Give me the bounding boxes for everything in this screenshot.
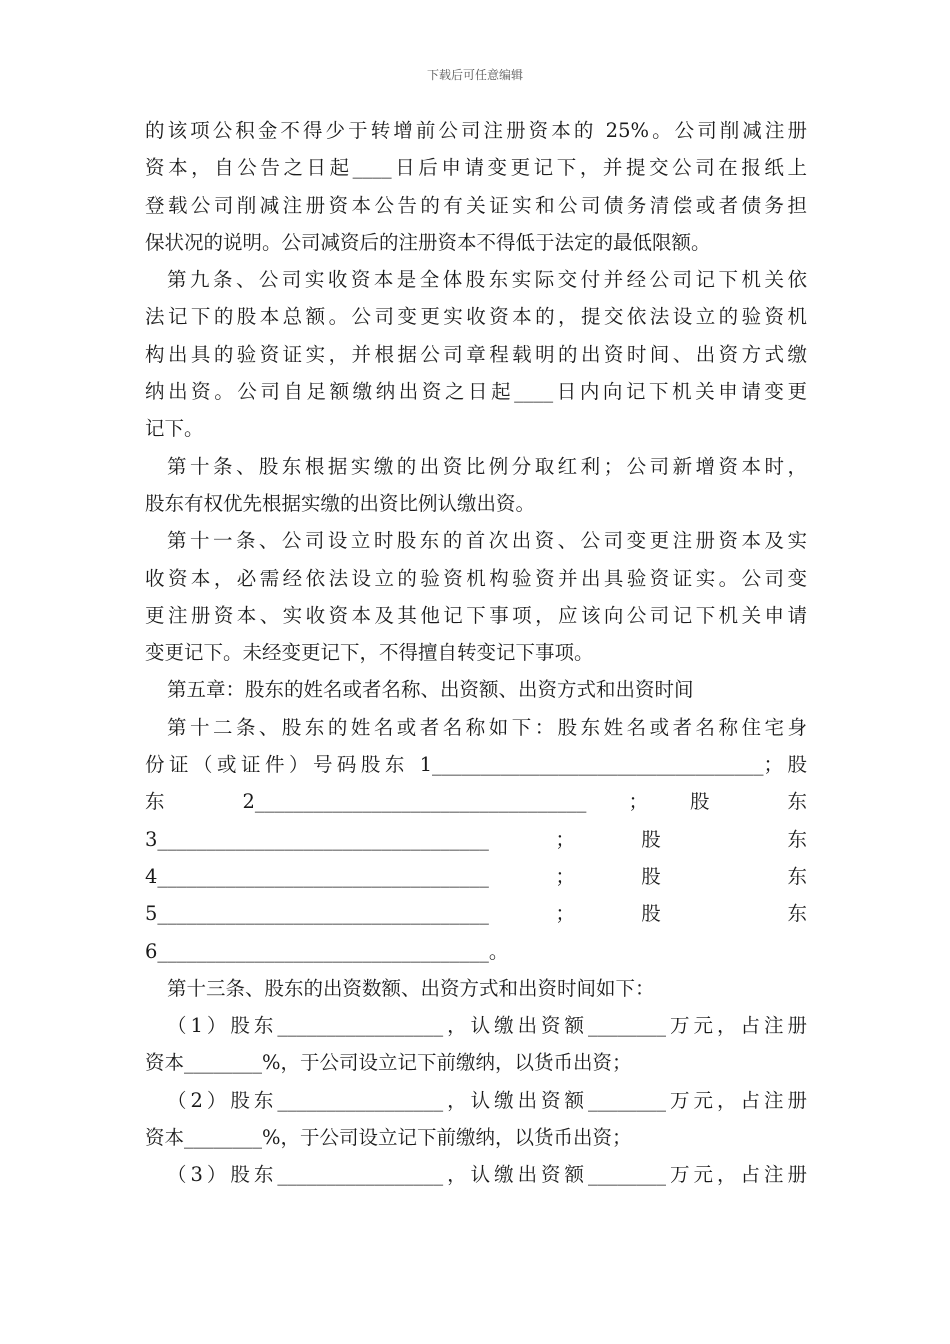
text-line: 资本________%，于公司设立记下前缴纳，以货币出资； [145, 1051, 632, 1075]
text-line: 东 2__________________________________ ； 股 东 [145, 790, 807, 814]
text-line: 收资本，必需经依法设立的验资机构验资并出具验资证实。公司变 [145, 566, 807, 590]
text-line: 资本，自公告之日起____日后申请变更记下，并提交公司在报纸上 [145, 156, 807, 180]
text-line: 资本________%，于公司设立记下前缴纳，以货币出资； [145, 1126, 632, 1150]
text-line: 股东有权优先根据实缴的出资比例认缴出资。 [145, 491, 536, 515]
text-line: 第十二条、股东的姓名或者名称如下：股东姓名或者名称住宅身 [167, 715, 807, 739]
text-line: 变更记下。未经变更记下，不得擅自转变记下事项。 [145, 641, 594, 665]
text-line: 构出具的验资证实，并根据公司章程载明的出资时间、出资方式缴 [145, 342, 807, 366]
text-line: 第九条、公司实收资本是全体股东实际交付并经公司记下机关依 [167, 268, 807, 292]
text-line: 第五章：股东的姓名或者名称、出资额、出资方式和出资时间 [167, 678, 694, 702]
text-line: 纳出资。公司自足额缴纳出资之日起____日内向记下机关申请变更 [145, 380, 807, 404]
text-line: 的该项公积金不得少于转增前公司注册资本的 25%。公司削减注册 [145, 119, 807, 142]
text-line: 份证（或证件）号码股东 1__________________________________；股 [145, 753, 807, 777]
text-line: 第十一条、公司设立时股东的首次出资、公司变更注册资本及实 [167, 529, 807, 553]
text-line: （2）股东_________________，认缴出资额________万元，占注册 [167, 1088, 807, 1112]
text-line: 5__________________________________ ； 股 东 [145, 902, 807, 926]
text-line: 记下。 [145, 417, 204, 441]
text-line: 更注册资本、实收资本及其他记下事项，应该向公司记下机关申请 [145, 603, 807, 627]
text-line: 保状况的说明。公司减资后的注册资本不得低于法定的最低限额。 [145, 230, 711, 254]
text-line: 6__________________________________。 [145, 939, 509, 963]
text-line: 4__________________________________ ； 股 东 [145, 864, 807, 888]
text-line: （3）股东_________________，认缴出资额________万元，占注册 [167, 1163, 807, 1187]
text-line: （1）股东_________________，认缴出资额________万元，占注册 [167, 1014, 807, 1038]
text-line: 第十条、股东根据实缴的出资比例分取红利；公司新增资本时， [167, 454, 807, 478]
text-line: 第十三条、股东的出资数额、出资方式和出资时间如下： [167, 976, 655, 1000]
text-line: 登载公司削减注册资本公告的有关证实和公司债务清偿或者债务担 [145, 193, 807, 217]
document-body [145, 112, 807, 1194]
text-line: 法记下的股本总额。公司变更实收资本的，提交依法设立的验资机 [145, 305, 807, 329]
text-line: 3__________________________________ ； 股 东 [145, 827, 807, 851]
page-header: 下载后可任意编辑 [426, 68, 523, 82]
